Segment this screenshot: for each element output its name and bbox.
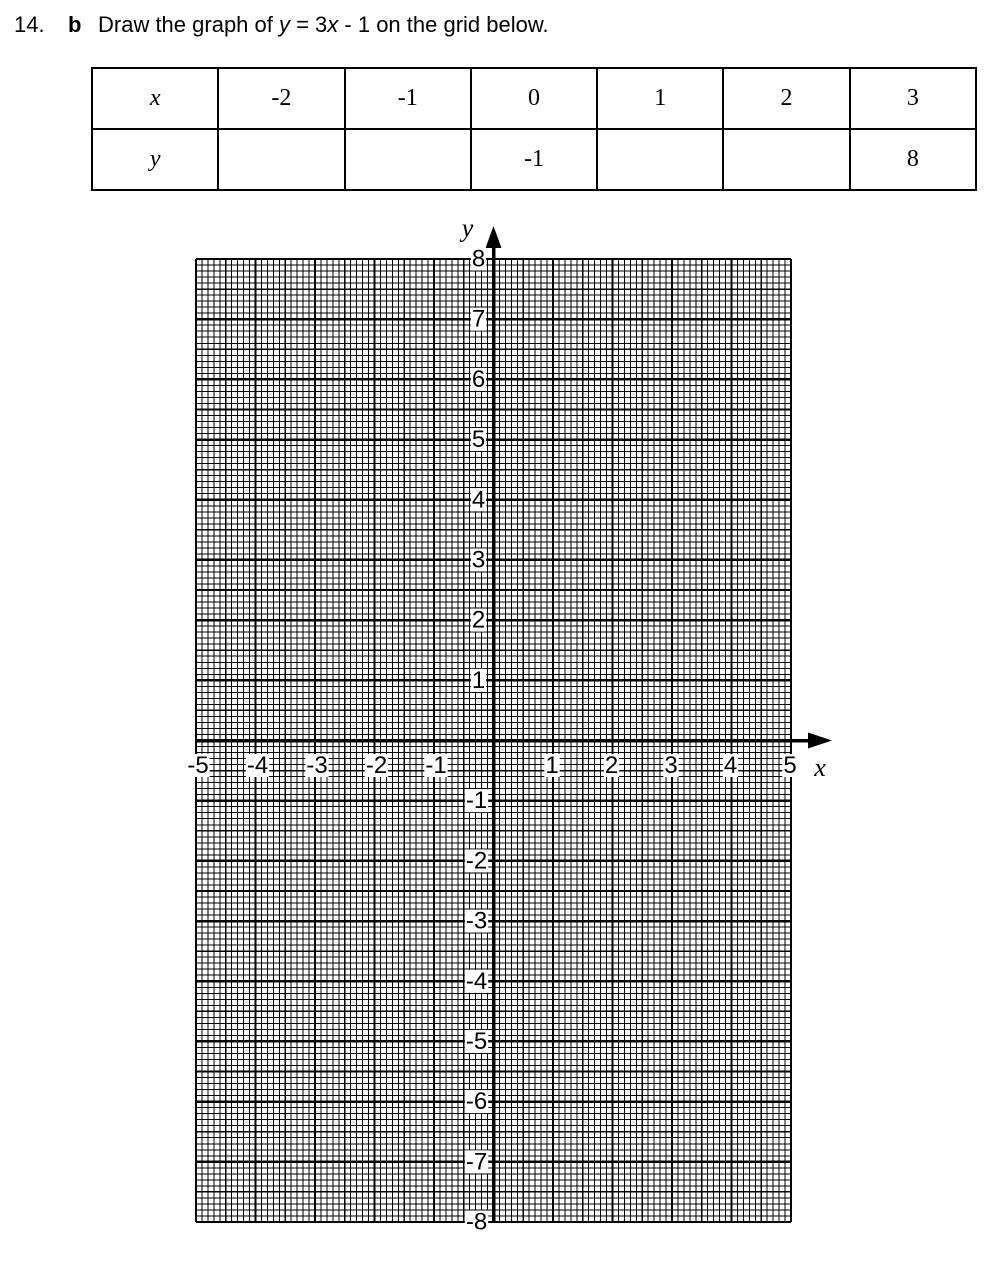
x-tick-label [782,752,797,779]
x-tick-label [604,752,619,779]
y-tick-label [471,366,486,393]
table-cell: -1 [471,129,597,190]
x-tick-label-text: 1 [545,752,559,779]
question-var-y: y [278,12,290,37]
y-axis-arrow-icon [486,226,502,248]
y-tick-label-text: -4 [465,967,488,995]
table-header-y: y [92,129,218,190]
y-tick-label-text: 7 [471,305,486,333]
x-tick-label [723,752,738,779]
y-tick-label [471,426,486,453]
x-tick-label-text: -1 [425,752,447,779]
table-cell: 2 [723,68,849,129]
y-tick-label [465,1209,488,1236]
x-tick-label [663,752,678,779]
table-cell: -1 [345,68,471,129]
y-tick-label [471,246,486,273]
y-tick-label [465,968,488,995]
y-tick-label [465,787,488,814]
y-tick-label-text: 2 [471,606,486,634]
y-tick-label-text: -7 [465,1148,488,1176]
y-tick-label-text: -6 [465,1088,488,1116]
y-tick-label [465,847,488,874]
y-tick-label-text: -8 [465,1208,488,1236]
question-part: b [68,12,82,37]
y-axis-label: y [461,213,474,243]
x-tick-label [424,752,447,779]
x-tick-label-text: 5 [783,752,797,779]
y-tick-label-text: 8 [471,245,486,273]
y-tick-label-text: 1 [471,666,486,694]
y-tick-label [471,667,486,694]
x-tick-label [305,752,328,779]
y-tick-label [465,908,488,935]
x-axis-arrow-icon [808,733,832,749]
question-text-start: Draw the graph of [98,12,279,37]
question-var-x: x [327,12,339,37]
question-number: 14. [14,12,45,37]
question-text-mid: = 3 [289,12,328,37]
y-tick-label-text: -2 [465,847,488,875]
y-tick-label-text: -1 [465,787,488,815]
x-tick-label-text: 3 [664,752,678,779]
x-tick-label-text: -3 [306,752,328,779]
y-tick-label-text: -3 [465,907,488,935]
y-tick-label-text: 5 [471,426,486,454]
y-tick-label [465,1088,488,1115]
table-cell: 8 [850,129,976,190]
table-cell: 3 [850,68,976,129]
x-axis-label: x [814,753,826,782]
table-cell: -2 [218,68,344,129]
y-tick-label [471,607,486,634]
x-tick-label-text: 2 [604,752,619,779]
table-cell: 0 [471,68,597,129]
x-tick-label-text: -4 [246,752,269,779]
x-tick-label [544,752,559,779]
table-cell: 1 [597,68,723,129]
table-header-x: x [92,68,218,129]
y-tick-label-text: 4 [471,486,486,514]
y-tick-label [465,1028,488,1055]
x-tick-label [186,752,209,779]
y-tick-label [471,306,486,333]
y-tick-label-text: -5 [465,1027,488,1055]
question-text-end: - 1 on the grid below. [338,12,549,37]
x-tick-label-text: -5 [187,752,209,779]
x-tick-label [246,752,269,779]
y-tick-label [471,546,486,573]
y-tick-label [465,1148,488,1175]
y-tick-label-text: 3 [471,546,486,574]
x-tick-label-text: 4 [723,752,738,779]
y-tick-label [471,486,486,513]
x-tick-label [365,752,388,779]
y-tick-label-text: 6 [471,365,486,393]
x-tick-label-text: -2 [365,752,388,779]
